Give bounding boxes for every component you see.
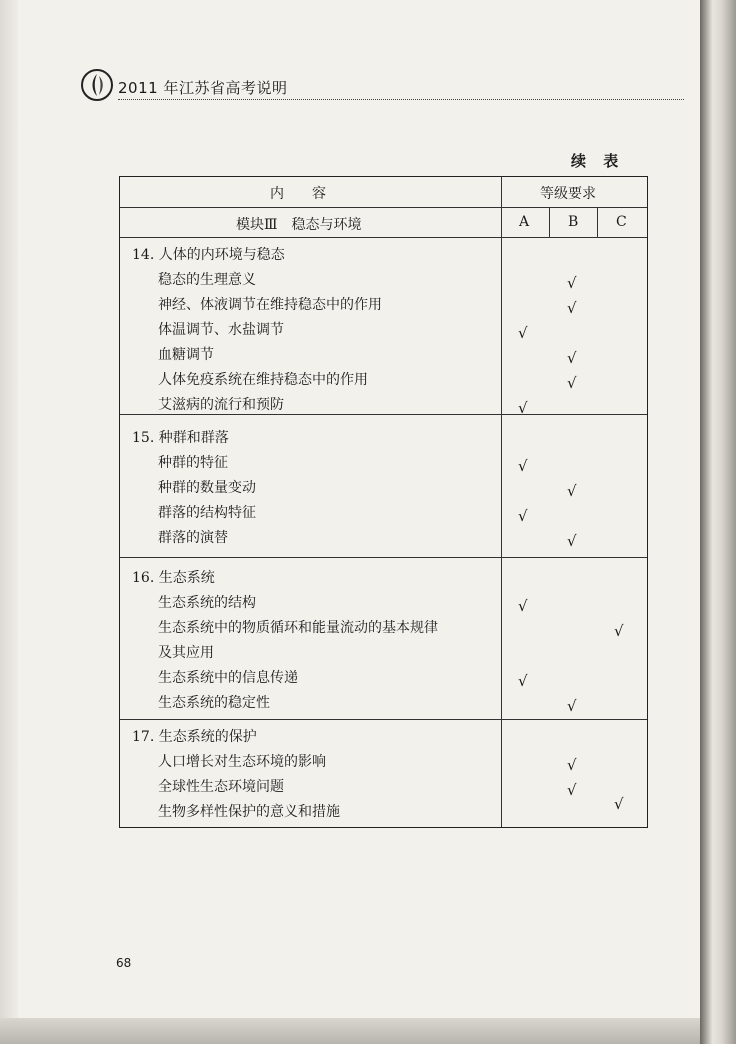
list-item: 及其应用 — [158, 645, 214, 661]
module-title: 模块Ⅲ 稳态与环境 — [236, 217, 362, 233]
requirements-table — [119, 176, 648, 828]
check-mark-icon: √ — [518, 457, 528, 475]
list-item: 生态系统的结构 — [158, 595, 256, 611]
list-item: 艾滋病的流行和预防 — [158, 397, 284, 413]
list-item: 种群的特征 — [158, 455, 228, 471]
check-mark-icon: √ — [567, 756, 577, 774]
section-14 — [132, 243, 382, 418]
section-title: 15. 种群和群落 — [132, 430, 229, 446]
check-mark-icon: √ — [567, 374, 577, 392]
check-mark-icon: √ — [567, 781, 577, 799]
list-item: 全球性生态环境问题 — [158, 779, 284, 795]
continued-label: 续 表 — [571, 152, 625, 170]
level-c-header: C — [616, 214, 627, 230]
section-title: 14. 人体的内环境与稳态 — [132, 247, 285, 263]
level-a-header: A — [519, 214, 530, 230]
list-item: 血糖调节 — [158, 347, 214, 363]
table-divider — [120, 207, 647, 208]
level-column-header: 等级要求 — [540, 186, 596, 202]
section-17 — [132, 725, 340, 825]
check-mark-icon: √ — [518, 399, 528, 417]
list-item: 稳态的生理意义 — [158, 272, 256, 288]
check-mark-icon: √ — [567, 532, 577, 550]
table-divider — [501, 177, 502, 827]
list-item: 种群的数量变动 — [158, 480, 256, 496]
list-item: 生物多样性保护的意义和措施 — [158, 804, 340, 820]
check-mark-icon: √ — [614, 795, 624, 813]
check-mark-icon: √ — [518, 507, 528, 525]
check-mark-icon: √ — [567, 482, 577, 500]
list-item: 群落的演替 — [158, 530, 228, 546]
table-divider — [597, 207, 598, 237]
check-mark-icon: √ — [567, 697, 577, 715]
check-mark-icon: √ — [518, 324, 528, 342]
list-item: 体温调节、水盐调节 — [158, 322, 284, 338]
book-spine — [700, 0, 736, 1044]
page-bottom-edge — [0, 1018, 700, 1044]
check-mark-icon: √ — [567, 274, 577, 292]
check-mark-icon: √ — [567, 349, 577, 367]
check-mark-icon: √ — [614, 622, 624, 640]
header-title: 2011 年江苏省高考说明 — [118, 79, 288, 97]
header-rule — [118, 99, 684, 100]
level-b-header: B — [568, 214, 579, 230]
list-item: 群落的结构特征 — [158, 505, 256, 521]
table-divider — [549, 207, 550, 237]
list-item: 生态系统中的物质循环和能量流动的基本规律 — [158, 620, 438, 636]
section-title: 16. 生态系统 — [132, 570, 215, 586]
section-16 — [132, 566, 438, 716]
table-divider — [120, 237, 647, 238]
content-column-header: 内 容 — [270, 186, 326, 202]
list-item: 生态系统中的信息传递 — [158, 670, 298, 686]
section-15 — [132, 426, 256, 551]
check-mark-icon: √ — [518, 672, 528, 690]
check-mark-icon: √ — [567, 299, 577, 317]
check-mark-icon: √ — [518, 597, 528, 615]
section-title: 17. 生态系统的保护 — [132, 729, 257, 745]
page-gutter — [0, 0, 18, 1018]
list-item: 生态系统的稳定性 — [158, 695, 270, 711]
list-item: 人体免疫系统在维持稳态中的作用 — [158, 372, 368, 388]
list-item: 人口增长对生态环境的影响 — [158, 754, 326, 770]
list-item: 神经、体液调节在维持稳态中的作用 — [158, 297, 382, 313]
exam-logo-icon — [80, 68, 114, 102]
page-number: 68 — [116, 956, 132, 970]
table-divider — [120, 719, 647, 720]
table-divider — [120, 557, 647, 558]
